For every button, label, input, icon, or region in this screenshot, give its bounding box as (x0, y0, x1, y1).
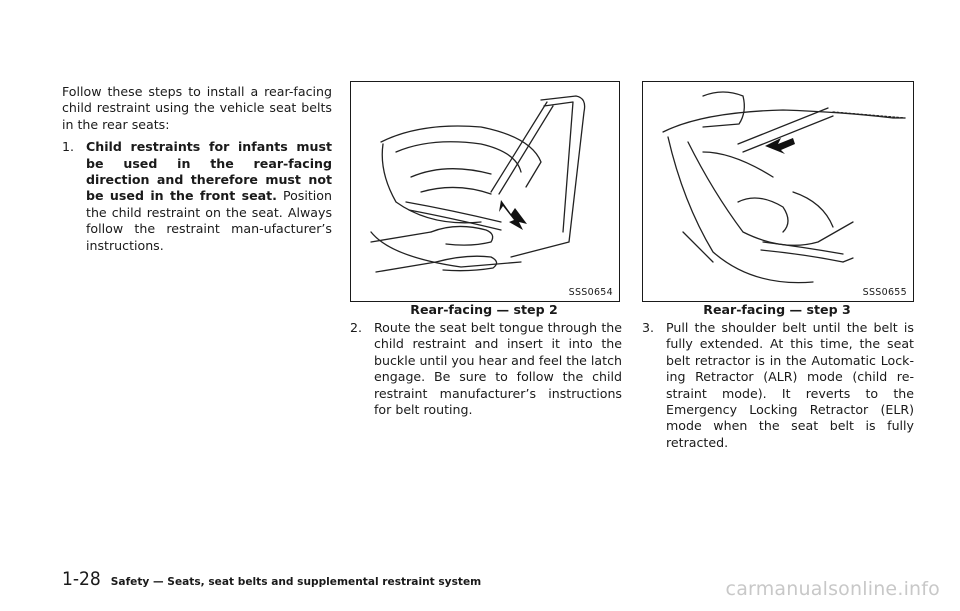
step-1-text (86, 139, 332, 254)
step-2-number: 2. (350, 320, 363, 335)
step-2-text: Route the seat belt tongue through the child restraint and insert it into the buckle until you hear and feel the latch engage. Be sure to follow the child restraint manufacturer’s instructions for belt routing. (374, 320, 622, 418)
figure-2-code: SSS0655 (862, 287, 907, 298)
figure-1-code: SSS0654 (568, 287, 613, 298)
step-1-warning: Child restraints for infants must be used in the rear-facing direction and therefore must not be used in the front seat. (86, 139, 332, 204)
section-title: Safety — Seats, seat belts and supplemental restraint system (110, 576, 482, 588)
watermark: carmanualsonline.info (725, 578, 940, 600)
page-footer (62, 568, 481, 590)
column-2 (350, 320, 622, 418)
page-number: 1-28 (62, 568, 101, 590)
step-3-text: Pull the shoulder belt until the belt is fully extended. At this time, the seat belt retractor is in the Automatic Lock-ing Retractor (ALR) mode (child re-straint mode). It reverts to the Emergency Locking Retractor (ELR) mode when the seat belt is fully retracted. (666, 320, 914, 450)
column-1 (62, 84, 332, 254)
step-1-number: 1. (62, 139, 75, 155)
figure-1-caption: Rear-facing — step 2 (410, 302, 558, 317)
step-3-number: 3. (642, 320, 655, 335)
illustration-pull-shoulder-belt (643, 82, 913, 301)
step-2 (350, 320, 622, 418)
figure-rear-facing-step-2 (350, 81, 620, 302)
step-3 (642, 320, 914, 451)
intro-paragraph: Follow these steps to install a rear-facing child restraint using the vehicle seat belts in the rear seats: (62, 84, 332, 132)
step-1 (62, 139, 332, 254)
step-1-instruction: Position the child restraint on the seat. Always follow the restraint man-ufacturer’s instructions. (86, 188, 332, 253)
figure-2-caption: Rear-facing — step 3 (703, 302, 851, 317)
illustration-belt-tongue-into-buckle (351, 82, 619, 301)
figure-rear-facing-step-3 (642, 81, 914, 302)
column-3 (642, 320, 914, 451)
